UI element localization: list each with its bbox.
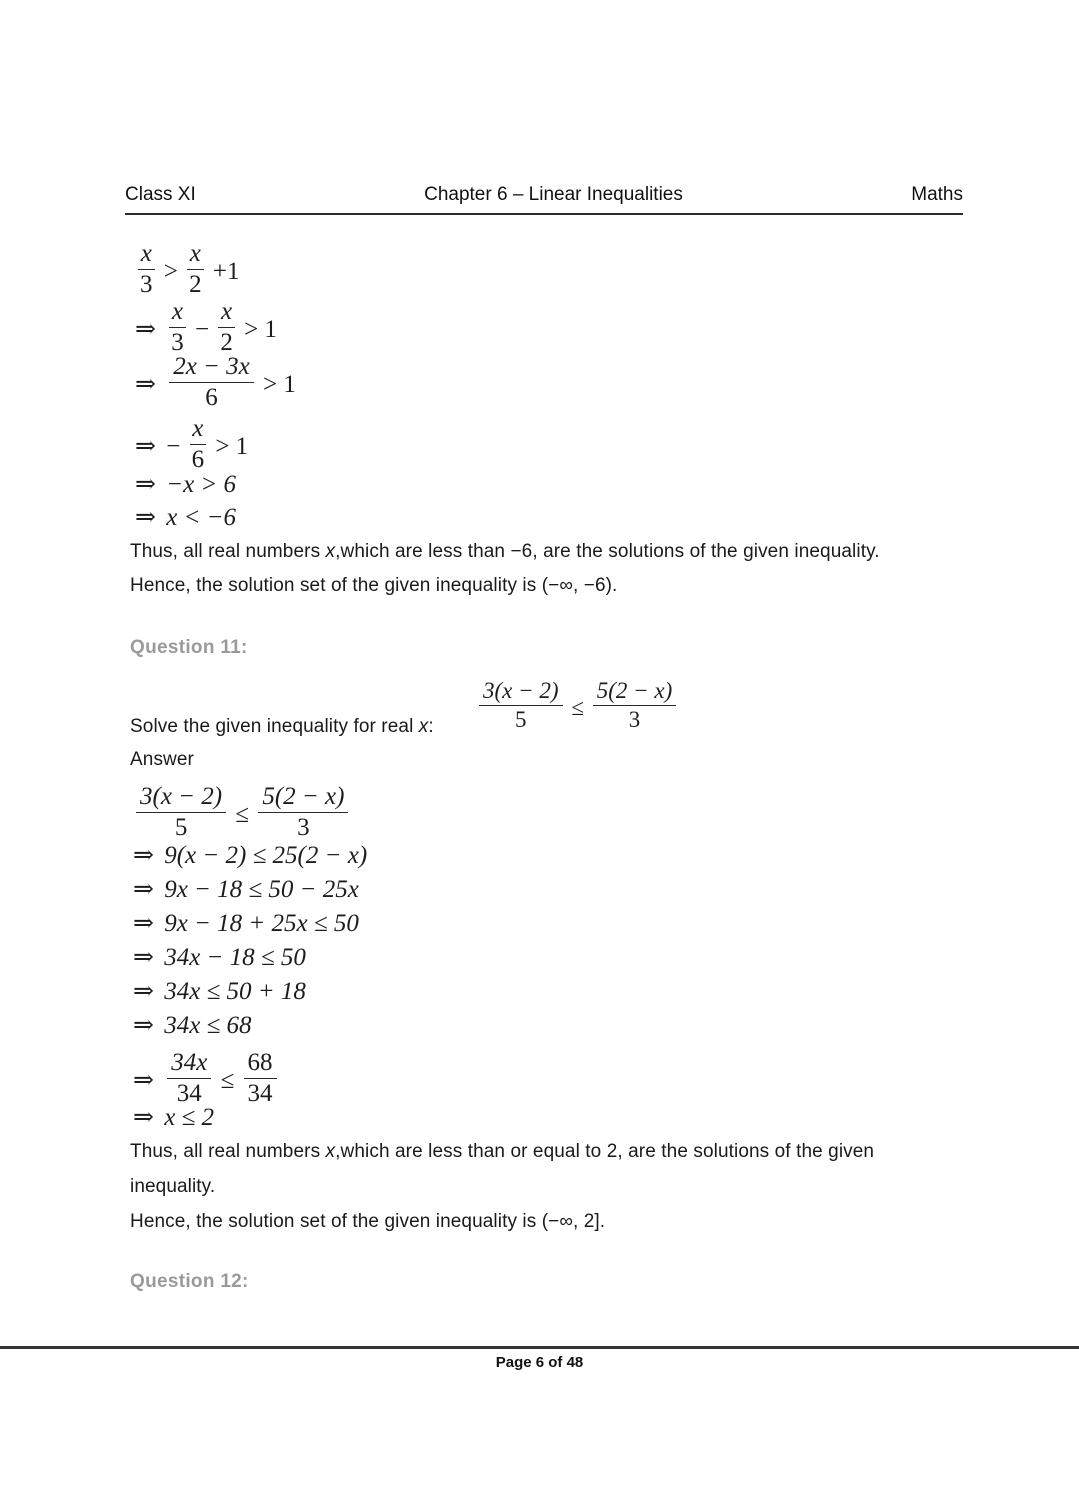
fraction-3x-minus-2-over-5: $\frac{3(x - 2)}{5}$	[136, 783, 226, 842]
expression: −x > 6	[166, 471, 237, 498]
implies-arrow-icon: ⇒	[133, 944, 154, 971]
text-segment: Solve the given inequality for real	[130, 716, 419, 737]
math-line-q11-5	[133, 945, 306, 970]
fraction-x-over-2: $\frac{x}{2}$	[189, 240, 202, 298]
math-line-q11-9	[133, 1105, 214, 1130]
expression: 9x − 18 + 25x ≤ 50	[164, 910, 359, 937]
fraction-x-over-6: $\frac{x}{6}$	[191, 415, 205, 473]
variable-x: x	[325, 541, 336, 562]
header-chapter-title: Chapter 6 – Linear Inequalities	[424, 184, 683, 205]
answer-label: Answer	[130, 749, 194, 770]
q10-conclusion-thus	[130, 538, 970, 567]
math-line-q11-7	[133, 1013, 252, 1038]
fraction-2x-minus-3x-over-6: $\frac{2x - 3x}{6}$	[169, 353, 254, 412]
implies-arrow-icon: ⇒	[133, 1067, 154, 1094]
expression: 34x ≤ 68	[164, 1012, 252, 1039]
fraction-5-2-minus-x-over-3: $\frac{5(2 - x)}{3}$	[258, 783, 348, 842]
math-line-q10-1	[135, 240, 239, 299]
relation-less-equal: ≤	[571, 694, 584, 720]
footer-divider	[0, 1346, 1079, 1349]
math-line-q10-5	[135, 472, 236, 497]
relation-less-equal: ≤	[235, 801, 250, 828]
expression: 34x − 18 ≤ 50	[164, 944, 306, 971]
q11-conclusion-thus-line2: inequality.	[130, 1176, 216, 1197]
relation-tail: > 1	[215, 433, 249, 460]
q11-conclusion-thus-line1	[130, 1138, 960, 1167]
variable-x: x	[418, 716, 429, 737]
math-line-q10-6	[135, 505, 236, 530]
implies-arrow-icon: ⇒	[135, 471, 156, 498]
expression: 9(x − 2) ≤ 25(2 − x)	[164, 842, 368, 869]
implies-arrow-icon: ⇒	[135, 504, 156, 531]
page-number-label: Page 6 of 48	[495, 1354, 584, 1371]
expression: x < −6	[166, 504, 237, 531]
text-segment: ,which are less than or equal to 2, are the solutions of the given	[335, 1141, 875, 1162]
implies-arrow-icon: ⇒	[133, 910, 154, 937]
fraction-3x-minus-2-over-5: $\frac{3(x - 2)}{5}$	[479, 678, 563, 733]
relation-tail: > 1	[263, 371, 296, 398]
text-segment: Thus, all real numbers	[130, 541, 326, 562]
question-11-inline-inequality	[476, 678, 679, 733]
expression: 34x ≤ 50 + 18	[164, 978, 306, 1005]
q10-conclusion-hence: Hence, the solution set of the given inequality is (−∞, −6).	[130, 575, 618, 596]
expression: 9x − 18 ≤ 50 − 25x	[164, 876, 359, 903]
implies-arrow-icon: ⇒	[133, 842, 154, 869]
fraction-x-over-3: $\frac{x}{3}$	[140, 240, 153, 298]
implies-arrow-icon: ⇒	[133, 1012, 154, 1039]
term-plus-one: +1	[212, 258, 240, 285]
math-line-q11-6	[133, 979, 306, 1004]
fraction-x-over-2: $\frac{x}{2}$	[220, 298, 233, 356]
implies-arrow-icon: ⇒	[135, 371, 156, 398]
math-line-q10-2	[135, 298, 277, 357]
math-line-q10-4	[135, 415, 248, 474]
question-11-prompt	[130, 713, 434, 742]
text-segment: Thus, all real numbers	[130, 1141, 326, 1162]
fraction-34x-over-34: $\frac{34x}{34}$	[167, 1049, 211, 1108]
question-12-heading: Question 12:	[130, 1271, 249, 1292]
text-segment: :	[428, 716, 434, 737]
q11-conclusion-hence: Hence, the solution set of the given inequality is (−∞, 2].	[130, 1211, 606, 1232]
relation-less-equal: ≤	[220, 1067, 235, 1094]
text-segment: ,which are less than −6, are the solutions of the given inequality.	[335, 541, 880, 562]
implies-arrow-icon: ⇒	[135, 316, 156, 343]
page-header	[125, 184, 963, 215]
implies-arrow-icon: ⇒	[133, 876, 154, 903]
implies-arrow-icon: ⇒	[135, 433, 156, 460]
header-class-label: Class XI	[125, 184, 196, 205]
expression: x ≤ 2	[164, 1104, 215, 1131]
minus-operator: −	[194, 316, 210, 343]
implies-arrow-icon: ⇒	[133, 1104, 154, 1131]
negative-sign: −	[166, 433, 181, 460]
relation-tail: > 1	[244, 316, 277, 343]
fraction-x-over-3: $\frac{x}{3}$	[171, 298, 184, 356]
question-11-heading: Question 11:	[130, 637, 248, 658]
math-line-q11-2	[133, 843, 367, 868]
math-line-q11-1	[133, 783, 351, 842]
math-line-q11-3	[133, 877, 359, 902]
header-subject-label: Maths	[911, 184, 963, 205]
math-line-q10-3	[135, 353, 296, 412]
implies-arrow-icon: ⇒	[133, 978, 154, 1005]
variable-x: x	[325, 1141, 336, 1162]
math-line-q11-4	[133, 911, 359, 936]
math-line-q11-8	[133, 1049, 280, 1108]
relation-greater-than: >	[163, 258, 178, 285]
fraction-68-over-34: $\frac{68}{34}$	[244, 1049, 277, 1108]
fraction-5-2-minus-x-over-3: $\frac{5(2 - x)}{3}$	[593, 678, 677, 733]
